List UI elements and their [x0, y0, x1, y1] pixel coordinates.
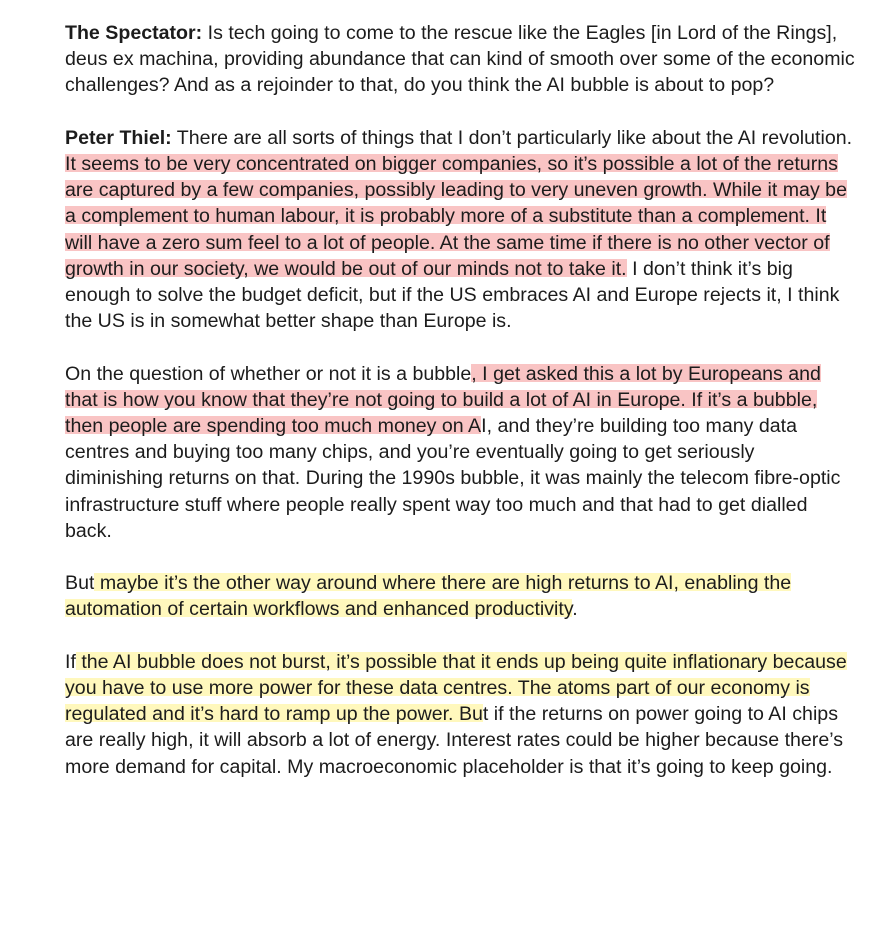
paragraph-bubble-question — [65, 361, 855, 544]
paragraph-text: If — [65, 650, 76, 673]
paragraph-other-way-around — [65, 570, 855, 622]
paragraph-text: There are all sorts of things that I don’t particularly like about the AI revolution. — [171, 126, 853, 149]
paragraph-text: . — [572, 598, 578, 621]
red-highlight: It seems to be very concentrated on bigger companies, so it’s possible a lot of the returns are captured by a few companies, possibly leading to very uneven growth. While it may be a complement to human labour, it is probably more of a substitute than a complement. It will have a zero sum feel to a lot of people. At the same time if there is no other vector of growth in our society, we would be out of our minds not to take it. — [65, 153, 847, 280]
yellow-highlight: the AI bubble does not burst, it’s possible that it ends up being quite inflationary because you have to use more power for these data centres. The atoms part of our economy is regulated and it’s hard to ramp up the power. Bu — [65, 650, 847, 726]
speaker-label: The Spectator: — [65, 22, 203, 44]
paragraph-thiel-answer — [65, 125, 855, 335]
paragraph-text: Is tech going to come to the rescue like the Eagles [in Lord of the Rings], deus ex machina, providing abundance that can kind of smooth over some of the economic challenges? And as a rejoinder to that, do you think the AI bubble is about to pop? — [65, 22, 855, 97]
speaker-label: Peter Thiel: — [65, 126, 172, 149]
document-body — [65, 20, 855, 806]
paragraph-text: But — [65, 572, 95, 595]
paragraph-text: I, and they’re building too many data centres and buying too many chips, and you’re eventually going to get seriously diminishing returns on that. During the 1990s bubble, it was mainly the telecom fibre-optic infrastructure stuff where people really spent way too much and that had to get dialled back. — [65, 415, 841, 542]
paragraph-text: I don’t think it’s big enough to solve the budget deficit, but if the US embraces AI and Europe rejects it, I think the US is in somewhat better shape than Europe is. — [65, 257, 840, 333]
yellow-highlight: maybe it’s the other way around where there are high returns to AI, enabling the automation of certain workflows and enhanced productivity — [65, 572, 792, 621]
paragraph-inflationary — [65, 649, 855, 780]
paragraph-spectator-question — [65, 20, 855, 99]
paragraph-text: On the question of whether or not it is a bubble — [65, 362, 472, 385]
paragraph-text: t if the returns on power going to AI chips are really high, it will absorb a lot of energy. Interest rates could be higher because there’s more demand for capital. My macroeconomic placeholder is that it’s going to keep going. — [65, 703, 844, 778]
red-highlight: , I get asked this a lot by Europeans and that is how you know that they’re not going to build a lot of AI in Europe. If it’s a bubble, then people are spending too much money on A — [65, 362, 821, 438]
